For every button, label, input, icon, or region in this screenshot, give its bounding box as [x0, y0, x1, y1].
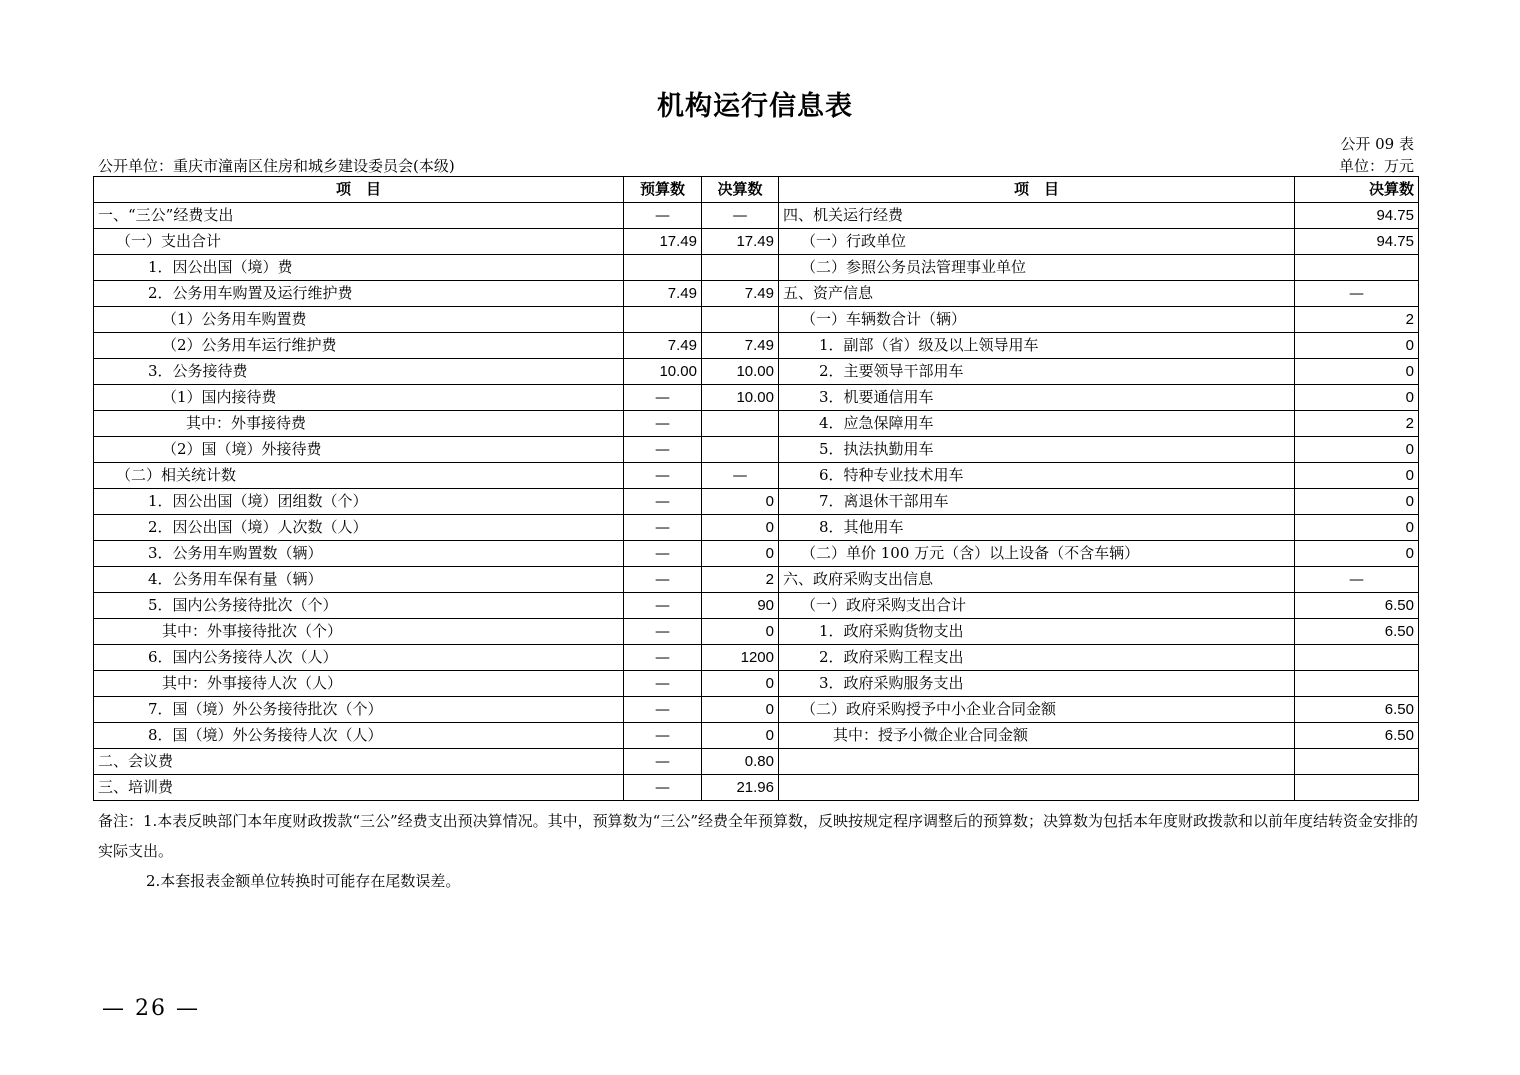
table-row — [94, 281, 1419, 307]
right-final-cell: 0 — [1295, 515, 1419, 541]
budget-cell: — — [624, 645, 702, 671]
final-cell: 7.49 — [702, 281, 779, 307]
budget-cell: — — [624, 749, 702, 775]
right-final-cell: 0 — [1295, 437, 1419, 463]
left-item-cell: 8．国（境）外公务接待人次（人） — [94, 723, 624, 749]
col-header-left-item: 项 目 — [94, 177, 624, 203]
table-row — [94, 775, 1419, 801]
final-cell: 0 — [702, 723, 779, 749]
budget-cell: — — [624, 671, 702, 697]
final-cell: 10.00 — [702, 385, 779, 411]
left-item-cell: （1）国内接待费 — [94, 385, 624, 411]
table-row — [94, 203, 1419, 229]
right-item-cell: （二）单价 100 万元（含）以上设备（不含车辆） — [779, 541, 1295, 567]
col-header-final: 决算数 — [702, 177, 779, 203]
final-cell: — — [702, 203, 779, 229]
right-item-cell: （二）参照公务员法管理事业单位 — [779, 255, 1295, 281]
left-item-cell: 其中：外事接待人次（人） — [94, 671, 624, 697]
left-item-cell: （一）支出合计 — [94, 229, 624, 255]
right-item-cell: （一）车辆数合计（辆） — [779, 307, 1295, 333]
right-final-cell: 6.50 — [1295, 593, 1419, 619]
final-cell: 2 — [702, 567, 779, 593]
final-cell: 0 — [702, 671, 779, 697]
budget-cell — [624, 307, 702, 333]
final-cell: 0 — [702, 697, 779, 723]
left-item-cell: 7．国（境）外公务接待批次（个） — [94, 697, 624, 723]
right-item-cell: 2．政府采购工程支出 — [779, 645, 1295, 671]
budget-cell: — — [624, 515, 702, 541]
right-item-cell: 五、资产信息 — [779, 281, 1295, 307]
final-cell — [702, 437, 779, 463]
budget-cell: 7.49 — [624, 281, 702, 307]
table-row — [94, 333, 1419, 359]
budget-cell: — — [624, 203, 702, 229]
right-item-cell: 其中：授予小微企业合同金额 — [779, 723, 1295, 749]
table-row — [94, 255, 1419, 281]
final-cell: 17.49 — [702, 229, 779, 255]
info-table — [93, 176, 1419, 801]
table-row — [94, 619, 1419, 645]
right-item-cell: 6．特种专业技术用车 — [779, 463, 1295, 489]
right-final-cell: 0 — [1295, 359, 1419, 385]
budget-cell: — — [624, 437, 702, 463]
table-row — [94, 541, 1419, 567]
right-item-cell: （一）行政单位 — [779, 229, 1295, 255]
left-item-cell: 4．公务用车保有量（辆） — [94, 567, 624, 593]
table-row — [94, 489, 1419, 515]
budget-cell: — — [624, 593, 702, 619]
final-cell: 0 — [702, 515, 779, 541]
right-final-cell — [1295, 255, 1419, 281]
table-row — [94, 307, 1419, 333]
right-item-cell: 7．离退休干部用车 — [779, 489, 1295, 515]
notes — [98, 806, 1418, 896]
right-item-cell: 4．应急保障用车 — [779, 411, 1295, 437]
right-item-cell: 六、政府采购支出信息 — [779, 567, 1295, 593]
table-row — [94, 749, 1419, 775]
table-row — [94, 437, 1419, 463]
left-item-cell: 一、“三公”经费支出 — [94, 203, 624, 229]
final-cell — [702, 255, 779, 281]
table-header-row — [94, 177, 1419, 203]
table-row — [94, 385, 1419, 411]
left-item-cell: 其中：外事接待批次（个） — [94, 619, 624, 645]
right-item-cell: 1．副部（省）级及以上领导用车 — [779, 333, 1295, 359]
right-final-cell: — — [1295, 567, 1419, 593]
budget-cell: — — [624, 385, 702, 411]
table-row — [94, 593, 1419, 619]
final-cell: 0 — [702, 619, 779, 645]
publishing-org: 公开单位：重庆市潼南区住房和城乡建设委员会(本级) — [98, 157, 455, 175]
budget-cell: 17.49 — [624, 229, 702, 255]
final-cell: 90 — [702, 593, 779, 619]
budget-cell: — — [624, 619, 702, 645]
table-row — [94, 645, 1419, 671]
left-item-cell: （2）国（境）外接待费 — [94, 437, 624, 463]
right-item-cell: 3．政府采购服务支出 — [779, 671, 1295, 697]
budget-cell: 10.00 — [624, 359, 702, 385]
left-item-cell: 二、会议费 — [94, 749, 624, 775]
right-item-cell: 3．机要通信用车 — [779, 385, 1295, 411]
right-final-cell: 0 — [1295, 489, 1419, 515]
left-item-cell: （1）公务用车购置费 — [94, 307, 624, 333]
budget-cell: — — [624, 489, 702, 515]
table-row — [94, 229, 1419, 255]
right-final-cell: 6.50 — [1295, 697, 1419, 723]
budget-cell: — — [624, 775, 702, 801]
right-final-cell: 0 — [1295, 385, 1419, 411]
right-final-cell: 94.75 — [1295, 203, 1419, 229]
right-item-cell — [779, 775, 1295, 801]
table-row — [94, 411, 1419, 437]
right-final-cell: 94.75 — [1295, 229, 1419, 255]
budget-cell: 7.49 — [624, 333, 702, 359]
right-final-cell: 0 — [1295, 333, 1419, 359]
right-final-cell: 6.50 — [1295, 619, 1419, 645]
budget-cell: — — [624, 723, 702, 749]
left-item-cell: 2．因公出国（境）人次数（人） — [94, 515, 624, 541]
table-row — [94, 359, 1419, 385]
table-row — [94, 567, 1419, 593]
right-final-cell — [1295, 749, 1419, 775]
left-item-cell: 3．公务用车购置数（辆） — [94, 541, 624, 567]
col-header-budget: 预算数 — [624, 177, 702, 203]
budget-cell: — — [624, 463, 702, 489]
final-cell: 21.96 — [702, 775, 779, 801]
final-cell: 0 — [702, 541, 779, 567]
right-final-cell: 2 — [1295, 307, 1419, 333]
left-item-cell: 1．因公出国（境）团组数（个） — [94, 489, 624, 515]
right-final-cell — [1295, 775, 1419, 801]
right-item-cell: （一）政府采购支出合计 — [779, 593, 1295, 619]
table-row — [94, 463, 1419, 489]
budget-cell: — — [624, 697, 702, 723]
final-cell — [702, 411, 779, 437]
budget-cell: — — [624, 541, 702, 567]
note-2: 2.本套报表金额单位转换时可能存在尾数误差。 — [146, 872, 461, 890]
col-header-right-item: 项 目 — [779, 177, 1295, 203]
right-final-cell: 0 — [1295, 541, 1419, 567]
final-cell: 7.49 — [702, 333, 779, 359]
page-title: 机构运行信息表 — [657, 91, 853, 122]
final-cell: 0 — [702, 489, 779, 515]
left-item-cell: （二）相关统计数 — [94, 463, 624, 489]
budget-cell: — — [624, 567, 702, 593]
table-row — [94, 697, 1419, 723]
budget-cell: — — [624, 411, 702, 437]
final-cell: 10.00 — [702, 359, 779, 385]
right-item-cell: 2．主要领导干部用车 — [779, 359, 1295, 385]
right-final-cell — [1295, 671, 1419, 697]
right-final-cell: 2 — [1295, 411, 1419, 437]
left-item-cell: 2．公务用车购置及运行维护费 — [94, 281, 624, 307]
currency-unit: 单位：万元 — [1338, 157, 1414, 175]
table-row — [94, 515, 1419, 541]
budget-cell — [624, 255, 702, 281]
right-item-cell: （二）政府采购授予中小企业合同金额 — [779, 697, 1295, 723]
right-final-cell: — — [1295, 281, 1419, 307]
right-item-cell — [779, 749, 1295, 775]
right-final-cell: 6.50 — [1295, 723, 1419, 749]
table-row — [94, 723, 1419, 749]
right-item-cell: 8．其他用车 — [779, 515, 1295, 541]
note-1: 备注：1.本表反映部门本年度财政拨款“三公”经费支出预决算情况。其中，预算数为“三公”经费全年预算数，反映按规定程序调整后的预算数；决算数为包括本年度财政拨款和以前年度结转资金安排的实际支出。 — [98, 812, 1418, 860]
final-cell: 0.80 — [702, 749, 779, 775]
left-item-cell: 5．国内公务接待批次（个） — [94, 593, 624, 619]
col-header-right-final: 决算数 — [1295, 177, 1419, 203]
right-final-cell — [1295, 645, 1419, 671]
right-item-cell: 1．政府采购货物支出 — [779, 619, 1295, 645]
right-item-cell: 四、机关运行经费 — [779, 203, 1295, 229]
right-item-cell: 5．执法执勤用车 — [779, 437, 1295, 463]
left-item-cell: 1．因公出国（境）费 — [94, 255, 624, 281]
left-item-cell: 3．公务接待费 — [94, 359, 624, 385]
final-cell: 1200 — [702, 645, 779, 671]
left-item-cell: 其中：外事接待费 — [94, 411, 624, 437]
final-cell: — — [702, 463, 779, 489]
page-number: — 26 — — [102, 996, 200, 1021]
right-final-cell: 0 — [1295, 463, 1419, 489]
table-row — [94, 671, 1419, 697]
final-cell — [702, 307, 779, 333]
form-number: 公开 09 表 — [1340, 135, 1414, 153]
left-item-cell: 6．国内公务接待人次（人） — [94, 645, 624, 671]
left-item-cell: （2）公务用车运行维护费 — [94, 333, 624, 359]
left-item-cell: 三、培训费 — [94, 775, 624, 801]
